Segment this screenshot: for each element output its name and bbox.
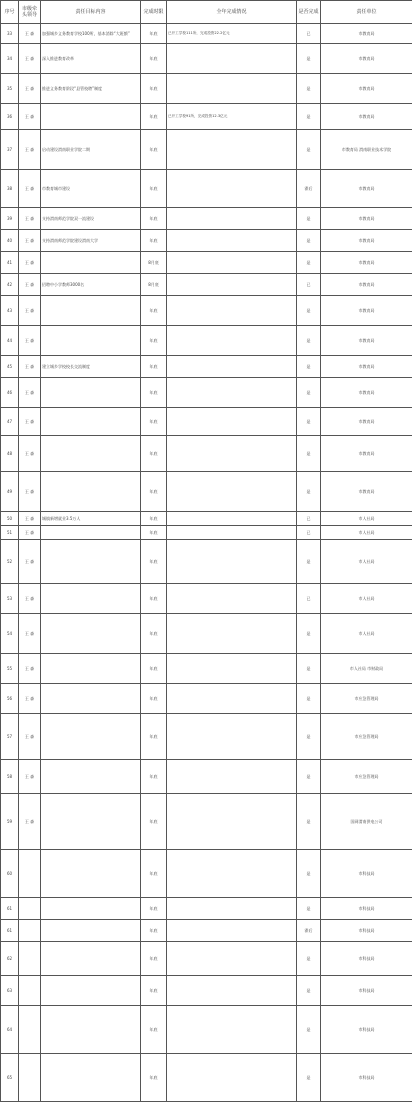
row-target [41,654,141,684]
header-unit: 责任单位 [321,1,412,24]
table-row [1,512,412,526]
row-progress [167,714,297,760]
row-lead: 王 森 [19,684,41,714]
table-row [1,942,412,976]
header-progress: 全年完成情况 [167,1,297,24]
row-number: 63 [1,976,19,1006]
row-unit: 市科技局 [321,976,412,1006]
row-progress [167,408,297,436]
row-number: 38 [1,170,19,208]
row-target: 城镇新增就业3.5万人 [41,512,141,526]
table-row [1,540,412,584]
row-progress [167,898,297,920]
row-target [41,472,141,512]
row-deadline: 8月底 [141,274,167,296]
row-lead: 王 森 [19,208,41,230]
row-progress [167,356,297,378]
table-header-row [1,1,412,24]
row-lead: 王 森 [19,540,41,584]
row-done: 已 [297,24,321,44]
row-done: 是 [297,44,321,74]
row-deadline: 年底 [141,170,167,208]
table-row [1,296,412,326]
row-number: 42 [1,274,19,296]
row-lead: 王 森 [19,614,41,654]
row-done: 是 [297,408,321,436]
row-deadline: 年底 [141,540,167,584]
row-target: 支持渭南师范学院双一流建设 [41,208,141,230]
row-progress [167,436,297,472]
row-target: 市教育城市建设 [41,170,141,208]
row-unit: 市教育局 [321,74,412,104]
row-unit: 市科技局 [321,850,412,898]
row-unit: 市教育局 [321,326,412,356]
row-number: 40 [1,230,19,252]
row-done: 是 [297,760,321,794]
row-lead: 王 森 [19,714,41,760]
row-number: 44 [1,326,19,356]
row-deadline: 年底 [141,526,167,540]
row-number: 51 [1,526,19,540]
row-deadline: 8月底 [141,252,167,274]
row-unit: 市科技局 [321,942,412,976]
table-row [1,850,412,898]
row-progress [167,44,297,74]
table-row [1,684,412,714]
row-done: 是 [297,356,321,378]
row-lead: 王 森 [19,296,41,326]
row-target [41,976,141,1006]
table-row [1,1054,412,1102]
row-deadline: 年底 [141,24,167,44]
row-unit: 市人社局 [321,584,412,614]
row-unit: 市人社局 [321,512,412,526]
row-unit: 市应急管理局 [321,684,412,714]
row-unit: 市教育局 [321,472,412,512]
table-row [1,24,412,44]
row-lead [19,920,41,942]
row-unit: 市教育局 [321,356,412,378]
row-lead [19,850,41,898]
row-lead: 王 森 [19,24,41,44]
row-target [41,942,141,976]
row-deadline: 年底 [141,326,167,356]
row-lead: 王 森 [19,230,41,252]
row-number: 59 [1,794,19,850]
row-progress [167,942,297,976]
row-progress [167,526,297,540]
table-row [1,1006,412,1054]
row-number: 52 [1,540,19,584]
row-unit: 市教育局 [321,436,412,472]
table-row [1,654,412,684]
row-done: 是 [297,104,321,130]
row-progress [167,540,297,584]
table-row [1,378,412,408]
table-row [1,584,412,614]
row-number: 65 [1,1054,19,1102]
row-lead: 王 森 [19,274,41,296]
row-done: 是 [297,898,321,920]
row-number: 61 [1,920,19,942]
row-unit: 市人社局 [321,614,412,654]
table-row [1,408,412,436]
row-deadline: 年底 [141,356,167,378]
row-unit: 市教育局 [321,274,412,296]
row-number: 43 [1,296,19,326]
row-progress [167,130,297,170]
row-deadline: 年底 [141,44,167,74]
table-row [1,760,412,794]
row-target [41,326,141,356]
row-number: 35 [1,74,19,104]
row-target [41,1006,141,1054]
row-deadline: 年底 [141,1006,167,1054]
row-deadline: 年底 [141,714,167,760]
row-deadline: 年底 [141,408,167,436]
row-lead: 王 森 [19,654,41,684]
row-progress [167,1006,297,1054]
row-done: 是 [297,326,321,356]
row-target: 加强城乡义务教育学校100所，基本消除“大班额” [41,24,141,44]
row-done: 是 [297,1054,321,1102]
row-progress [167,170,297,208]
row-progress [167,976,297,1006]
header-done: 是否完成 [297,1,321,24]
row-progress [167,326,297,356]
row-unit: 市教育局 [321,296,412,326]
row-done: 是 [297,684,321,714]
table-row [1,436,412,472]
row-done: 是 [297,614,321,654]
row-deadline: 年底 [141,378,167,408]
table-row [1,208,412,230]
row-lead: 王 森 [19,760,41,794]
table-row [1,252,412,274]
table-row [1,976,412,1006]
row-done: 是 [297,296,321,326]
row-progress [167,208,297,230]
row-done: 已 [297,274,321,296]
row-progress [167,274,297,296]
row-lead: 王 森 [19,794,41,850]
row-target [41,104,141,130]
row-number: 54 [1,614,19,654]
row-target [41,614,141,654]
row-deadline: 年底 [141,760,167,794]
row-progress: 已开工学校111所，完成投资22.2亿元 [167,24,297,44]
row-target: 支持渭南师范学院建设渭南大学 [41,230,141,252]
row-done: 是 [297,230,321,252]
row-progress [167,230,297,252]
table-row [1,794,412,850]
row-done: 滞后 [297,170,321,208]
row-deadline: 年底 [141,1054,167,1102]
header-target: 责任目标内容 [41,1,141,24]
row-target [41,526,141,540]
row-deadline: 年底 [141,976,167,1006]
row-done: 已 [297,526,321,540]
table-row [1,130,412,170]
row-target [41,760,141,794]
row-lead: 王 森 [19,44,41,74]
row-target [41,436,141,472]
row-deadline: 年底 [141,654,167,684]
row-deadline: 年底 [141,296,167,326]
row-done: 是 [297,436,321,472]
row-progress [167,614,297,654]
row-target: 建立城乡学校校长交流制度 [41,356,141,378]
row-number: 64 [1,1006,19,1054]
row-lead: 王 森 [19,584,41,614]
row-done: 是 [297,714,321,760]
row-unit: 国网渭南供电公司 [321,794,412,850]
table-row [1,274,412,296]
row-deadline: 年底 [141,436,167,472]
row-done: 已 [297,584,321,614]
row-unit: 市应急管理局 [321,760,412,794]
row-number: 50 [1,512,19,526]
row-target [41,296,141,326]
row-deadline: 年底 [141,584,167,614]
table-row [1,356,412,378]
table-row [1,44,412,74]
row-target [41,1054,141,1102]
row-target: 招聘中小学教师3000名 [41,274,141,296]
row-progress [167,794,297,850]
header-deadline: 完成时限 [141,1,167,24]
row-number: 53 [1,584,19,614]
row-target: 启动建设渭南职业学院二期 [41,130,141,170]
table-row [1,326,412,356]
row-progress [167,1054,297,1102]
row-progress [167,472,297,512]
row-unit: 市教育局 [321,378,412,408]
row-progress [167,252,297,274]
row-unit: 市人社局 市财政局 [321,654,412,684]
row-lead: 王 森 [19,526,41,540]
table-row [1,614,412,654]
row-number: 49 [1,472,19,512]
row-done: 是 [297,540,321,584]
row-target: 深入推进教育改革 [41,44,141,74]
row-number: 62 [1,942,19,976]
row-progress [167,654,297,684]
row-progress [167,74,297,104]
row-lead: 王 森 [19,170,41,208]
row-lead: 王 森 [19,378,41,408]
row-done: 是 [297,942,321,976]
row-lead [19,1006,41,1054]
row-target [41,714,141,760]
row-target: 推进义务教育阶段“县管校聘”制度 [41,74,141,104]
row-done: 是 [297,252,321,274]
row-lead [19,942,41,976]
row-number: 56 [1,684,19,714]
row-number: 60 [1,850,19,898]
row-lead: 王 森 [19,512,41,526]
row-target [41,850,141,898]
row-progress [167,512,297,526]
row-deadline: 年底 [141,208,167,230]
table-row [1,920,412,942]
row-deadline: 年底 [141,850,167,898]
table-row [1,170,412,208]
row-number: 36 [1,104,19,130]
row-deadline: 年底 [141,74,167,104]
row-target [41,252,141,274]
row-progress [167,584,297,614]
row-number: 61 [1,898,19,920]
row-lead: 王 森 [19,130,41,170]
row-progress [167,850,297,898]
row-lead: 王 森 [19,356,41,378]
row-target [41,408,141,436]
table-row [1,714,412,760]
row-progress [167,920,297,942]
row-unit: 市人社局 [321,526,412,540]
row-target [41,920,141,942]
row-lead: 王 森 [19,252,41,274]
row-lead: 王 森 [19,74,41,104]
table-row [1,526,412,540]
row-deadline: 年底 [141,920,167,942]
row-unit: 市教育局 [321,170,412,208]
row-lead [19,976,41,1006]
table-row [1,898,412,920]
row-done: 是 [297,976,321,1006]
row-number: 37 [1,130,19,170]
row-unit: 市教育局 [321,44,412,74]
row-deadline: 年底 [141,130,167,170]
row-lead: 王 森 [19,436,41,472]
row-deadline: 年底 [141,942,167,976]
row-done: 是 [297,472,321,512]
row-target [41,684,141,714]
row-unit: 市应急管理局 [321,714,412,760]
row-deadline: 年底 [141,230,167,252]
row-number: 55 [1,654,19,684]
row-unit: 市教育局 [321,230,412,252]
row-done: 是 [297,654,321,684]
row-unit: 市科技局 [321,920,412,942]
row-progress [167,684,297,714]
row-deadline: 年底 [141,898,167,920]
table-row [1,230,412,252]
row-deadline: 年底 [141,684,167,714]
row-unit: 市人社局 [321,540,412,584]
row-done: 是 [297,850,321,898]
row-done: 已 [297,512,321,526]
row-unit: 市教育局 渭南职业技术学院 [321,130,412,170]
row-done: 是 [297,378,321,408]
row-done: 是 [297,208,321,230]
row-deadline: 年底 [141,472,167,512]
table-row [1,104,412,130]
row-done: 是 [297,130,321,170]
header-no: 序号 [1,1,19,24]
row-deadline: 年底 [141,794,167,850]
table-row [1,472,412,512]
row-progress [167,760,297,794]
row-unit: 市科技局 [321,1006,412,1054]
row-unit: 市教育局 [321,408,412,436]
row-target [41,540,141,584]
row-lead: 王 森 [19,408,41,436]
row-number: 34 [1,44,19,74]
row-number: 46 [1,378,19,408]
row-progress [167,378,297,408]
row-lead: 王 森 [19,326,41,356]
row-number: 57 [1,714,19,760]
row-number: 47 [1,408,19,436]
row-target [41,584,141,614]
row-number: 39 [1,208,19,230]
row-done: 是 [297,1006,321,1054]
table-row [1,74,412,104]
row-number: 33 [1,24,19,44]
row-number: 48 [1,436,19,472]
row-target [41,898,141,920]
row-progress: 已开工学校91所，完成投资12.3亿元 [167,104,297,130]
row-number: 41 [1,252,19,274]
row-progress [167,296,297,326]
row-done: 是 [297,794,321,850]
row-unit: 市教育局 [321,24,412,44]
row-lead: 王 森 [19,472,41,512]
row-unit: 市教育局 [321,208,412,230]
row-target [41,794,141,850]
row-deadline: 年底 [141,614,167,654]
row-unit: 市教育局 [321,104,412,130]
row-number: 45 [1,356,19,378]
row-done: 滞后 [297,920,321,942]
row-lead [19,898,41,920]
row-deadline: 年底 [141,512,167,526]
row-unit: 市科技局 [321,1054,412,1102]
row-lead [19,1054,41,1102]
row-target [41,378,141,408]
row-lead: 王 森 [19,104,41,130]
row-deadline: 年底 [141,104,167,130]
row-number: 58 [1,760,19,794]
row-done: 是 [297,74,321,104]
header-lead: 市级牵头领导 [19,1,41,24]
row-unit: 市科技局 [321,898,412,920]
row-unit: 市教育局 [321,252,412,274]
